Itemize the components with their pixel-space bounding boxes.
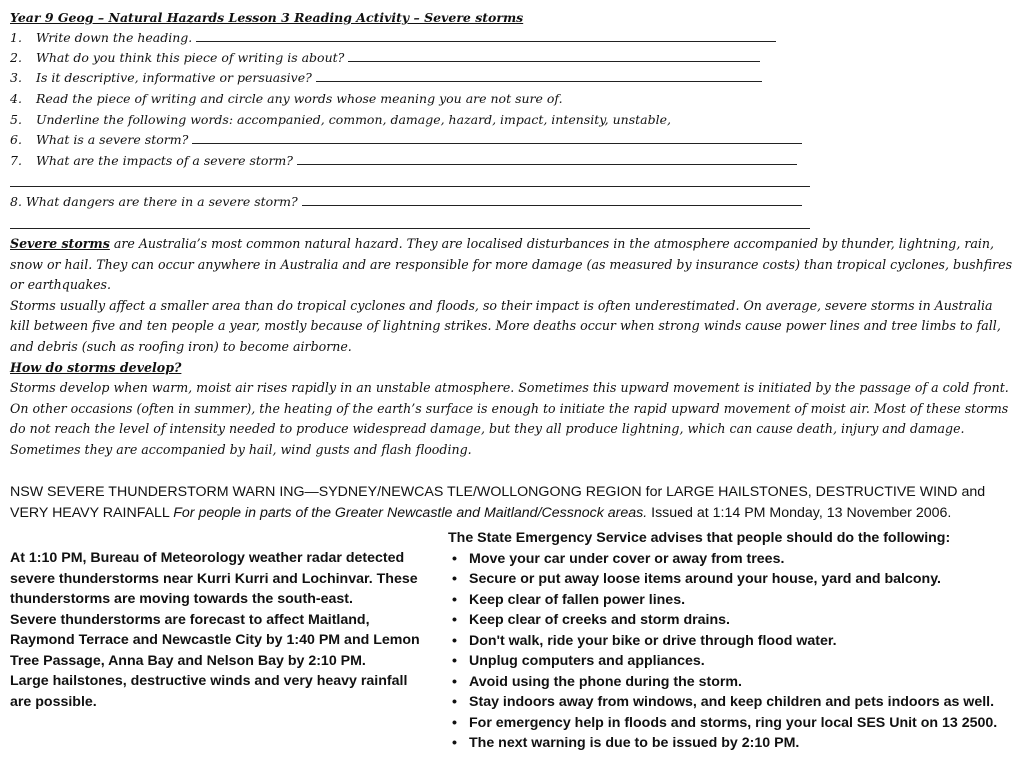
warning-title: NSW SEVERE THUNDERSTORM WARN ING—SYDNEY/NEWCAS TLE/WOLLONGONG REGION for LARGE HAILSTONES, DESTRUCTIVE WIND and VERY HEAVY RAINFALL [10, 484, 986, 521]
answer-line[interactable] [192, 130, 802, 144]
question-text: 8. What dangers are there in a severe storm? [10, 194, 298, 209]
question-number: 7. [10, 153, 22, 168]
passage-text: are Australia’s most common natural hazard. They are localised disturbances in the atmosphere accompanied by thunder, lightning, rain, snow or hail. They can occur anywhere in Australia and are responsible for more damage (as measured by insurance costs) than tropical cyclones, bushfires or earthquakes. [10, 236, 1013, 293]
question-3 [10, 68, 762, 88]
question-text: Read the piece of writing and circle any words whose meaning you are not sure of. [36, 91, 563, 106]
question-1 [10, 28, 776, 48]
list-item: • Avoid using the phone during the storm. [448, 672, 1023, 693]
list-item: • Don't walk, ride your bike or drive through flood water. [448, 631, 1023, 652]
reading-passage [10, 234, 1015, 461]
answer-line[interactable] [302, 192, 802, 206]
question-number: 4. [10, 91, 22, 106]
list-item: • Move your car under cover or away from trees. [448, 549, 1023, 570]
question-number: 5. [10, 112, 22, 127]
list-item: • The next warning is due to be issued by 2:10 PM. [448, 733, 1023, 754]
report-paragraph: Large hailstones, destructive winds and very heavy rainfall are possible. [10, 673, 408, 710]
question-8 [10, 192, 802, 212]
question-text: Is it descriptive, informative or persuasive? [36, 70, 312, 85]
advice-list [448, 549, 1023, 754]
report-paragraph: Severe thunderstorms are forecast to affect Maitland, Raymond Terrace and Newcastle City by 1:40 PM and Lemon Tree Passage, Anna Bay and Nelson Bay by 2:10 PM. [10, 611, 420, 669]
passage-paragraph [10, 234, 1015, 296]
passage-keyterm: Severe storms [10, 236, 110, 251]
list-item: • Keep clear of fallen power lines. [448, 590, 1023, 611]
question-number: 6. [10, 132, 22, 147]
answer-line[interactable] [10, 228, 810, 229]
list-item: • Keep clear of creeks and storm drains. [448, 610, 1023, 631]
warning-headline [10, 482, 1010, 523]
question-2 [10, 48, 760, 68]
list-item: • For emergency help in floods and storms, ring your local SES Unit on 13 2500. [448, 713, 1023, 734]
answer-line[interactable] [196, 28, 776, 42]
answer-line[interactable] [10, 186, 810, 187]
question-text: What is a severe storm? [36, 132, 189, 147]
list-item: • Secure or put away loose items around your house, yard and balcony. [448, 569, 1023, 590]
question-7 [10, 151, 797, 171]
question-number: 2. [10, 50, 22, 65]
question-text: Write down the heading. [36, 30, 193, 45]
question-text: Underline the following words: accompanied, common, damage, hazard, impact, intensity, unstable, [36, 112, 671, 127]
warning-areas: For people in parts of the Greater Newcastle and Maitland/Cessnock areas. [173, 504, 648, 521]
passage-paragraph: Storms develop when warm, moist air rises rapidly in an unstable atmosphere. Sometimes this upward movement is initiated by the passage of a cold front. On other occasions (often in summer), the heating of the earth’s surface is enough to initiate the rapid upward movement of moist air. Most of these storms do not reach the level of intensity needed to produce widespread damage, but they all produce lightning, which can cause death, injury and damage. Sometimes they are accompanied by hail, wind gusts and flash flooding. [10, 380, 1009, 457]
radar-report [10, 548, 430, 712]
list-item: • Stay indoors away from windows, and keep children and pets indoors as well. [448, 692, 1023, 713]
passage-paragraph: Storms usually affect a smaller area than do tropical cyclones and floods, so their impact is often underestimated. On average, severe storms in Australia kill between five and ten people a year, mostly because of lightning strikes. More deaths occur when strong winds cause power lines and tree limbs to fall, and debris (such as roofing iron) to become airborne. [10, 297, 1001, 354]
question-4 [10, 89, 563, 109]
question-number: 1. [10, 30, 22, 45]
question-text: What are the impacts of a severe storm? [36, 153, 293, 168]
ses-advice [448, 528, 1023, 754]
ses-heading: The State Emergency Service advises that people should do the following: [448, 530, 951, 546]
question-5 [10, 110, 671, 130]
question-number: 3. [10, 70, 22, 85]
warning-issued: Issued at 1:14 PM Monday, 13 November 2006. [647, 504, 952, 521]
passage-subheading: How do storms develop? [10, 359, 182, 375]
answer-line[interactable] [316, 68, 762, 82]
question-6 [10, 130, 802, 150]
report-paragraph: At 1:10 PM, Bureau of Meteorology weather radar detected severe thunderstorms near Kurri Kurri and Lochinvar. These thunderstorms are moving towards the south-east. [10, 550, 418, 607]
worksheet-title: Year 9 Geog – Natural Hazards Lesson 3 Reading Activity – Severe storms [10, 10, 524, 25]
list-item: • Unplug computers and appliances. [448, 651, 1023, 672]
question-text: What do you think this piece of writing is about? [36, 50, 345, 65]
answer-line[interactable] [297, 151, 797, 165]
answer-line[interactable] [348, 48, 760, 62]
